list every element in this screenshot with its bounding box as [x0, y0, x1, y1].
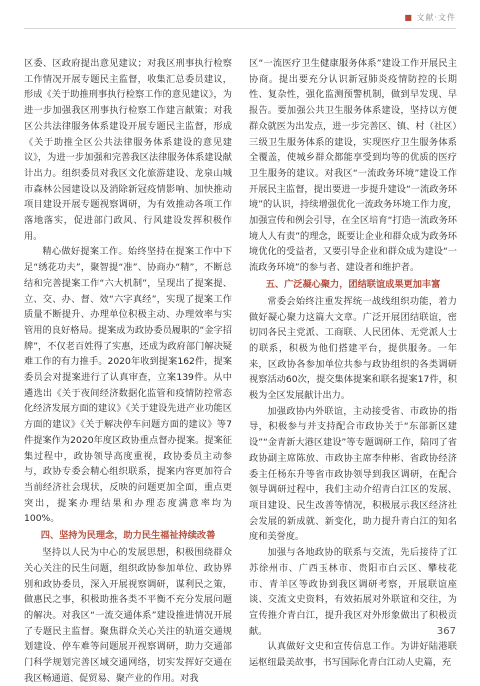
tag-marker-icon: ■ — [404, 13, 417, 22]
page-number: 367 — [436, 626, 456, 637]
left-paragraph-1: 区委、区政府提出意见建议；对我区刑事执行检察工作情况开展专题民主监督，收集汇总委员建议，形成《关于助推刑事执行检察工作的意见建议》，为进一步加强我区刑事执行检察工作建言献策；对我区公共法律服务体系建设开展专题民主监督，形成《关于助推全区公共法律服务体系建设的意见建议》，为进一步加强和完善我区法律服务体系建设献计出力。组织委员对我区文化旅游建设、龙泉山城市森林公园建设以及消除新冠疫情影响、加快推动项目建设开展专题视察调研，为有效推动各项工作落地落实，促进部门政风、行风建设发挥积极作用。 — [24, 58, 232, 242]
section-tag-text: 文献·文件 — [416, 13, 456, 22]
left-column — [24, 56, 232, 686]
section-tag — [404, 12, 456, 23]
right-paragraph-3: 加强政协内外联谊，主动接受省、市政协的指导，积极参与并支持配合市政协关于“东部新区建设”“金青新大港区建设”等专题调研工作，陪同了省政协副主席陈放、市政协主席李仲彬、省政协经济委主任杨东升等省市政协领导到我区调研，在配合领导调研过程中，我们主动介绍青白江区的发展、项目建设、民生改善等情况，积极展示我区经济社会发展的新成就、新变化，助力提升青白江的知名度和美誉度。 — [249, 405, 457, 543]
right-paragraph-1: 区“一流医疗卫生健康服务体系”建设工作开展民主协商。提出要充分认识新冠肺炎疫情防控的长期性、复杂性，强化监测预警机制，做到早发现、早报告。要加强公共卫生服务体系建设，坚持以方便群众就医为出发点，进一步完善区、镇、村（社区）三级卫生服务体系的建设，实现医疗卫生服务体系全覆盖，使城乡群众都能享受到均等的优质的医疗卫生服务的建议。对我区“一流政务环境”建设工作开展民主监督，提出要进一步提升建设“一流政务环境”的认识，持续增强优化一流政务环境工作力度，加强宣传和例会引导，在全区培育“打造一流政务环境人人有责”的理念，既要让企业和群众成为政务环境优化的受益者，又要引导企业和群众成为建设“一流政务环境”的参与者、建设者和维护者。 — [249, 58, 457, 274]
right-column — [249, 56, 457, 671]
left-paragraph-2: 精心做好提案工作。始终坚持在提案工作中下足“绣花功夫”，聚智提“准”、协商办“精”，不断总结和完善提案工作“六大机制”，呈现出了提案提、立、交、办、督、效“六字真经”，实现了提案工作质量不断提升、办理单位积极主动、办理效率与实管用的良好格局。提案成为政协委员履职的“金字招牌”，不仅老百姓得了实惠，还成为政府部门解决疑难工作的有力推手。2020年收到提案162件，提案委员会对提案进行了认真审查，立案139件。从中遴选出《关于夜间经济数据化监管和疫情防控常态化经济发展方面的建议》《关于建设先进产业功能区方面的建议》《关于解决停车问题方面的建议》等7件提案作为2020年度区政协重点督办提案。提案征集过程中，政协领导高度重视，政协委员主动参与，政协专委会精心组织联系，提案内容更加符合当前经济社会现状，反映的问题更加全面，重点更突出，提案办理结果和办理态度满意率均为100%。 — [24, 246, 232, 525]
section-heading-5: 五、广泛凝心聚力，团结联谊成果更加丰富 — [265, 278, 441, 290]
right-paragraph-5: 认真做好文史和宣传信息工作。为讲好陆港联运枢纽最美故事，书写国际化青白江动人史篇，充 — [249, 641, 457, 669]
left-paragraph-3: 坚持以人民为中心的发展思想，积极围绕群众关心关注的民生问题，组织政协参加单位、政协界别和政协委员，深入开展视察调研，谋利民之策，做惠民之事，积极助推各类不平衡不充分发展问题的解决。对我区“一流交通体系”建设推进情况开展了专题民主监督。聚焦群众关心关注的轨道交通规划建设、停车难等问题展开视察调研，助力交通部门科学规划完善区域交通网络，切实发挥好交通在我区畅通道、促贸易、聚产业的作用。对我 — [24, 547, 232, 684]
right-paragraph-4: 加强与各地政协的联系与交流，先后接待了江苏徐州市、广西玉林市、贵阳市白云区、攀枝花市、青羊区等政协到我区调研考察，开展联谊座谈、交流文史资料，有效拓展对外联谊和交往，为宣传推介青白江，提升我区对外形象做出了积极贡献。 — [249, 547, 457, 637]
right-paragraph-2: 常委会始终注重发挥统一战线组织功能，着力做好凝心聚力这篇大文章。广泛开展团结联谊，密切同各民主党派、工商联、人民团体、无党派人士的联系，积极为他们搭建平台，提供服务。一年来，区政协各参加单位共参与政协组织的各类调研视察活动60次，提交集体提案和联名提案17件，积极为全区发展献计出力。 — [249, 295, 457, 402]
section-heading-4: 四、坚持为民理念，助力民生福祉持续改善 — [40, 530, 216, 542]
page-header — [24, 12, 456, 29]
